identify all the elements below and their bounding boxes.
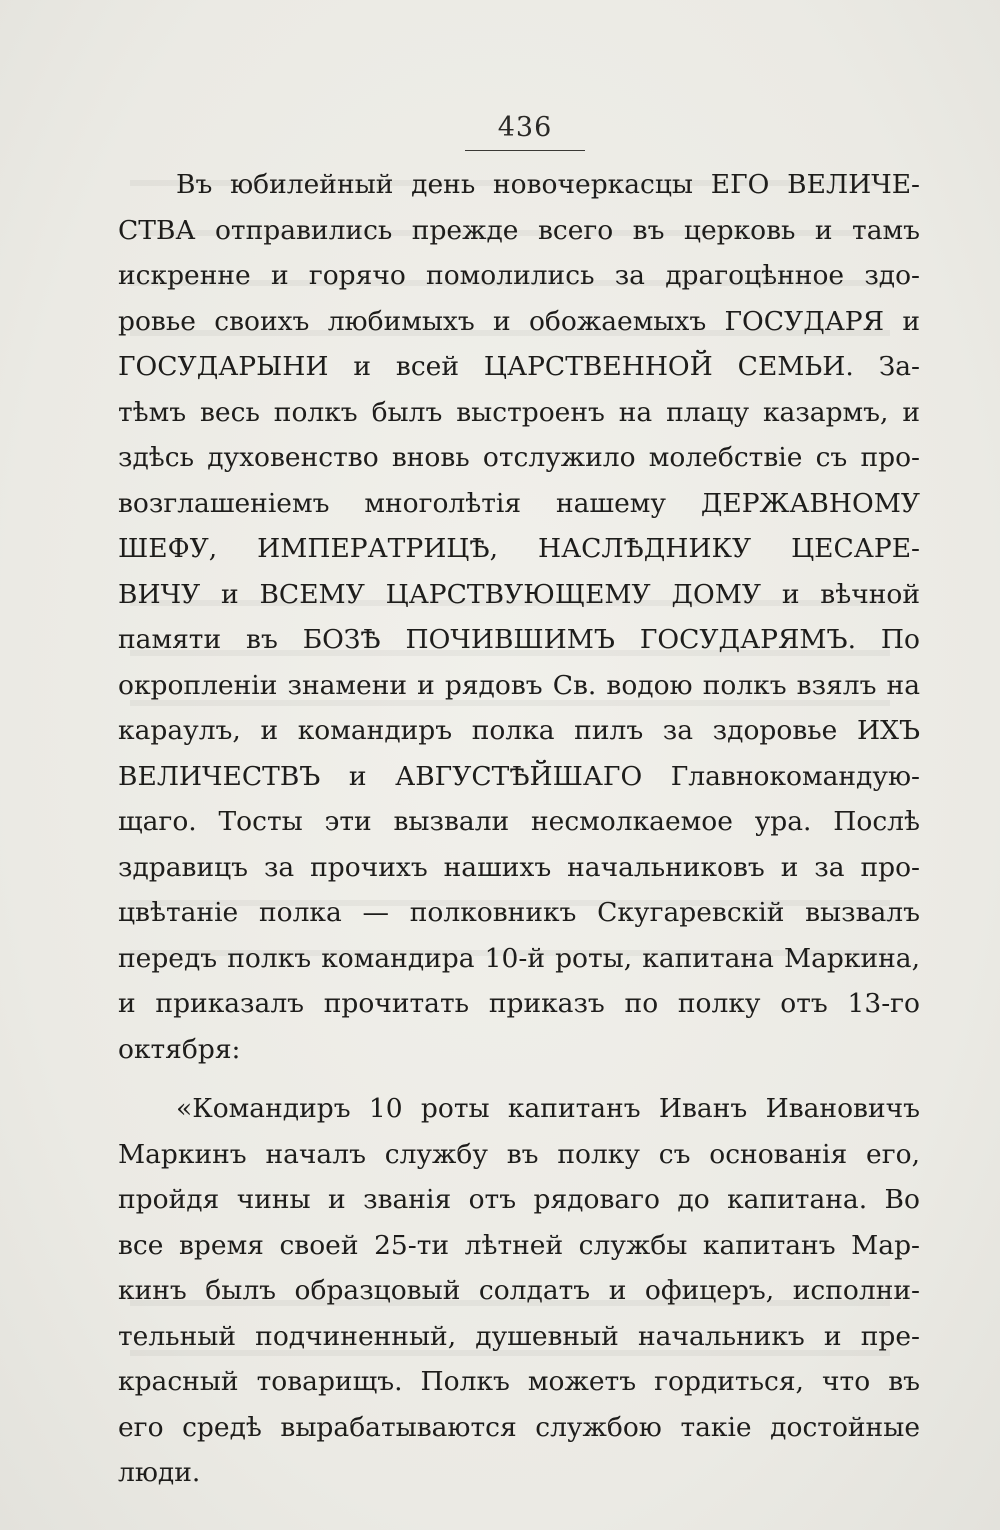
text-line: люди. [118, 1457, 201, 1488]
text-line: тѣмъ весь полкъ былъ выстроенъ на плацу казармъ, и [118, 396, 920, 428]
text-line: здравицъ за прочихъ нашихъ начальниковъ и за про- [118, 851, 920, 883]
text-line: его средѣ вырабатываются службою такіе достойные [118, 1411, 920, 1443]
text-line: цвѣтаніе полка — полковникъ Скугаревскій вызвалъ [118, 897, 920, 928]
text-line: ВЕЛИЧЕСТВЪ и АВГУСТѢЙШАГО Главнокомандую- [118, 760, 920, 792]
text-line: искренне и горячо помолились за драгоцѣнное здо- [118, 260, 920, 291]
paragraph-gap [118, 1072, 920, 1086]
paragraph-order-quote [118, 1086, 920, 1496]
text-line: ВИЧУ и ВСЕМУ ЦАРСТВУЮЩЕМУ ДОМУ и вѣчной [118, 578, 920, 610]
text-line: щаго. Тосты эти вызвали несмолкаемое ура. Послѣ [118, 806, 920, 837]
text-line: СТВА отправились прежде всего въ церковь и тамъ [118, 214, 920, 246]
text-line: Въ юбилейный день новочеркасцы ЕГО ВЕЛИЧЕ- [176, 169, 920, 200]
text-line: ГОСУДАРЫНИ и всей ЦАРСТВЕННОЙ СЕМЬИ. За- [118, 351, 920, 382]
text-line: октября: [118, 1033, 241, 1065]
page-number: 436 [497, 112, 553, 143]
text-line: здѣсь духовенство вновь отслужило молебствіе съ про- [118, 442, 920, 473]
text-line: кинъ былъ образцовый солдатъ и офицеръ, исполни- [118, 1275, 920, 1306]
text-line: ровье своихъ любимыхъ и обожаемыхъ ГОСУДАРЯ и [118, 305, 920, 337]
body-text [118, 162, 920, 1496]
text-line: памяти въ БОЗѢ ПОЧИВШИМЪ ГОСУДАРЯМЪ. По [118, 624, 920, 655]
text-line: передъ полкъ командира 10-й роты, капитана Маркина, [118, 942, 920, 974]
text-line: ШЕФУ, ИМПЕРАТРИЦѢ, НАСЛѢДНИКУ ЦЕСАРЕ- [118, 533, 920, 564]
text-line: возглашеніемъ многолѣтія нашему ДЕРЖАВНОМУ [118, 487, 920, 519]
header-rule [465, 150, 585, 151]
text-line: тельный подчиненный, душевный начальникъ и пре- [118, 1320, 920, 1352]
text-line: все время своей 25-ти лѣтней службы капитанъ Мар- [118, 1229, 920, 1261]
text-line: окропленіи знамени и рядовъ Св. водою полкъ взялъ на [118, 669, 920, 701]
text-line: «Командиръ 10 роты капитанъ Иванъ Ивановичъ [176, 1093, 920, 1124]
text-line: караулъ, и командиръ полка пилъ за здоровье ИХЪ [118, 715, 920, 746]
text-line: пройдя чины и званія отъ рядоваго до капитана. Во [118, 1184, 920, 1215]
text-line: красный товарищъ. Полкъ можетъ гордиться, что въ [118, 1366, 920, 1397]
paragraph-jubilee [118, 162, 920, 1072]
text-line: и приказалъ прочитать приказъ по полку отъ 13-го [118, 988, 920, 1019]
text-line: Маркинъ началъ службу въ полку съ основанія его, [118, 1138, 920, 1170]
